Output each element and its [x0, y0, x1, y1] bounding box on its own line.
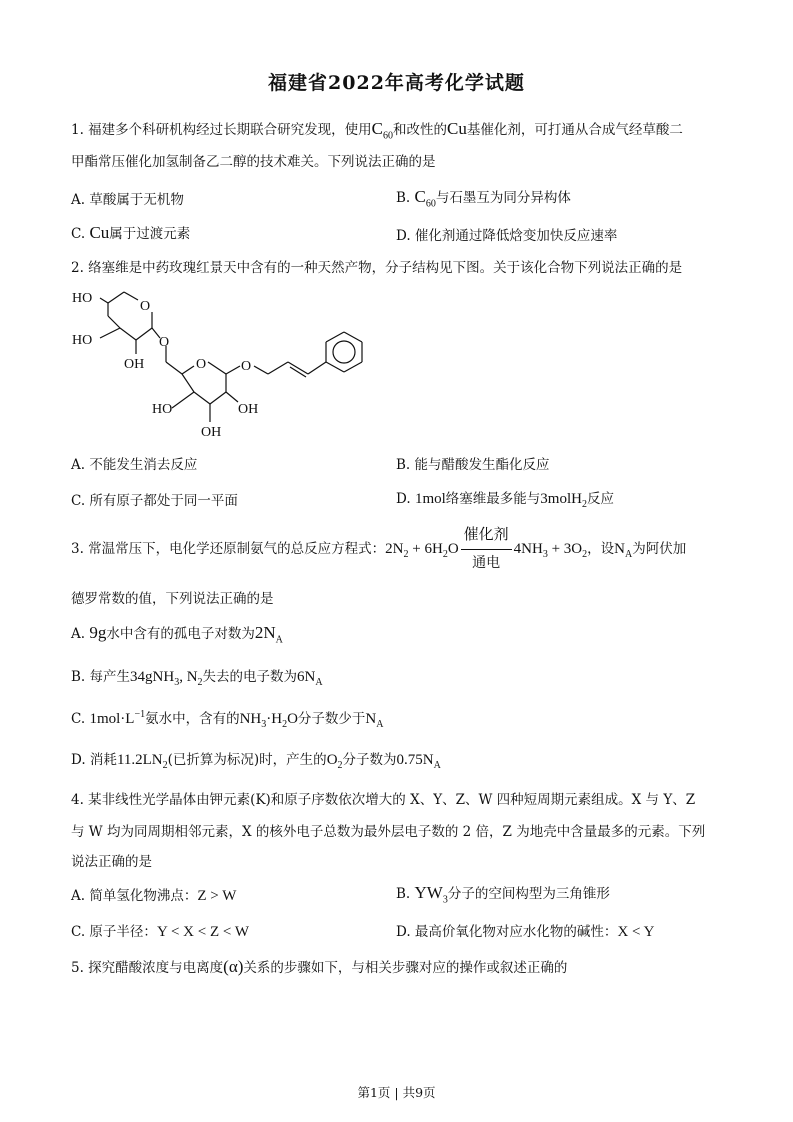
q1-option-c-prefix: C. — [71, 226, 90, 242]
q5-stem-prefix: 5. 探究醋酸浓度与电离度 — [71, 960, 224, 976]
q3-stem-prefix: 3. 常温常压下，电化学还原制氨气的总反应方程式： — [71, 540, 386, 557]
q4-option-b — [396, 882, 610, 905]
q3-option-c-conc: 1mol·L — [89, 711, 135, 727]
label-o-ring-1: O — [140, 299, 151, 314]
q3-option-c-sub1: 3 — [261, 719, 267, 730]
q1-cu: Cu — [447, 119, 467, 138]
q4-option-d-text: D. 最高价氧化物对应水化物的碱性： — [396, 924, 618, 940]
q3-option-a-prefix: A. — [71, 626, 90, 642]
q3-option-d-value: 0.75N — [396, 752, 434, 768]
page-title: 福建省2022年高考化学试题 — [268, 72, 525, 94]
q3-option-b-value: 6N — [297, 669, 316, 685]
q4-stem-line1: 4. 某非线性光学晶体由钾元素(K)和原子序数依次增大的 X、Y、Z、W 四种短周期元素组成。X 与 Y、Z — [71, 792, 696, 808]
q5-stem-suffix: 关系的步骤如下，与相关步骤对应的操作或叙述正确的 — [243, 960, 568, 976]
label-o-link-2: O — [241, 359, 252, 374]
q3-option-b-sub1: 3 — [174, 677, 180, 688]
q2-option-d-text: 络塞维最多能与 — [445, 491, 541, 507]
q3-option-d-volume: 11.2LN — [116, 752, 163, 768]
q3-eq-electrify: 通电 — [472, 556, 501, 571]
q3-eq-n2: 2N — [385, 540, 404, 557]
q3-eq-catalyst: 催化剂 — [461, 522, 512, 550]
q4-option-c-text: C. 原子半径： — [71, 924, 157, 940]
q1-stem-text-a: 1. 福建多个科研机构经过长期联合研究发现，使用 — [71, 122, 372, 138]
q1-option-d: D. 催化剂通过降低焓变加快反应速率 — [396, 228, 618, 244]
q3-option-c-o: O — [287, 711, 298, 727]
q4-option-a-expr: Z > W — [197, 888, 237, 904]
label-oh-1: OH — [124, 357, 145, 372]
q1-option-c-cu: Cu — [89, 223, 110, 242]
q3-option-a-text: 水中含有的孤电子对数为 — [106, 626, 255, 642]
q1-option-b-text: 与石墨互为同分异构体 — [435, 190, 571, 206]
q4-option-b-sub: 3 — [442, 894, 448, 906]
label-ho-3: HO — [152, 402, 173, 417]
q3-option-d-sub2: 2 — [337, 760, 343, 771]
q3-stem-mid: ，设 — [587, 540, 615, 557]
q3-option-b-sub2: 2 — [197, 677, 203, 688]
q1-option-c-text: 属于过渡元素 — [109, 226, 191, 242]
q3-option-a-sub: A — [275, 634, 283, 646]
q3-option-a-value: 2N — [254, 623, 276, 642]
q1-c60-symbol: C — [371, 119, 384, 138]
q4-option-a-text: A. 简单氢化物沸点： — [71, 888, 198, 904]
q3-na: N — [614, 540, 625, 557]
q5-alpha: (α) — [223, 957, 244, 976]
q2-option-d-sub: 2 — [581, 499, 587, 510]
q2-option-d-h2: 3molH — [540, 491, 582, 507]
q3-eq-o2-sub: 2 — [582, 548, 588, 560]
q3-option-d-text2: 分子数为 — [342, 752, 397, 768]
q3-eq-o2: + 3O — [547, 540, 583, 557]
q2-option-d-prefix: D. — [396, 491, 415, 507]
q1-option-b-c60 — [414, 187, 436, 210]
q3-option-c-sup: −1 — [134, 709, 146, 720]
q2-option-b: B. 能与醋酸发生酯化反应 — [396, 457, 550, 473]
q3-eq-o: O — [447, 540, 459, 557]
q4-option-b-text: 分子的空间构型为三角锥形 — [447, 886, 610, 902]
q2-stem: 2. 络塞维是中药玫瑰红景天中含有的一种天然产物，分子结构见下图。关于该化合物下列说法正确的是 — [71, 260, 683, 276]
q3-stem-line2: 德罗常数的值，下列说法正确的是 — [71, 591, 274, 607]
q3-option-c-sub2: 2 — [282, 719, 288, 730]
q3-option-c-sub3: A — [376, 719, 384, 730]
q4-option-b-prefix: B. — [396, 886, 415, 902]
q1-option-b-sub: 60 — [425, 198, 436, 210]
q3-option-c-text: 氨水中，含有的 — [145, 711, 240, 727]
q3-option-b-text: 失去的电子数为 — [202, 669, 298, 685]
q4-option-c — [71, 920, 249, 941]
q4-stem-line2: 与 W 均为同周期相邻元素，X 的核外电子总数为最外层电子数的 2 倍，Z 为地壳中含量最多的元素。下列 — [71, 824, 706, 840]
q4-option-b-formula: YW — [414, 883, 443, 902]
page-footer: 第1页 | 共9页 — [357, 1085, 436, 1100]
q3-option-b-sub3: A — [315, 677, 323, 688]
label-oh-2: OH — [238, 402, 259, 417]
q3-option-d — [71, 748, 441, 771]
q2-option-a: A. 不能发生消去反应 — [71, 457, 198, 473]
q1-stem-text-c: 基催化剂，可打通从合成气经草酸二 — [466, 122, 683, 138]
q3-option-d-o2: O — [326, 752, 338, 768]
q3-option-b — [71, 665, 323, 688]
q3-stem-line1 — [71, 522, 686, 577]
q2-option-d — [396, 487, 614, 510]
q3-option-c-value: N — [365, 711, 377, 727]
q2-option-c: C. 所有原子都处于同一平面 — [71, 493, 238, 509]
q3-option-b-n2: , N — [179, 669, 198, 685]
q3-option-a — [71, 622, 283, 645]
q3-equation — [385, 527, 588, 571]
q1-c60 — [371, 119, 394, 142]
q1-option-b — [396, 186, 571, 209]
q5-stem — [71, 956, 567, 977]
q3-option-b-nh3: 34gNH — [130, 669, 175, 685]
label-ho-1: HO — [72, 291, 93, 306]
q1-stem-text-b: 和改性的 — [393, 122, 448, 138]
q3-option-c-prefix: C. — [71, 711, 90, 727]
q3-option-d-prefix: D. 消耗 — [71, 752, 117, 768]
q3-option-d-sub1: 2 — [162, 760, 168, 771]
q3-option-c-text2: 分子数少于 — [297, 711, 366, 727]
q3-eq-nh3: 4NH — [513, 540, 543, 557]
q3-option-b-prefix: B. 每产生 — [71, 669, 131, 685]
molecular-structure-diagram — [68, 282, 378, 447]
q4-stem-line3: 说法正确的是 — [71, 854, 152, 870]
q3-stem-suffix: 为阿伏加 — [632, 540, 687, 557]
q1-option-b-c: C — [414, 187, 426, 206]
q1-option-b-prefix: B. — [396, 190, 415, 206]
q3-na-sub: A — [624, 548, 633, 560]
q1-option-c — [71, 222, 190, 243]
q4-option-c-expr: Y < X < Z < W — [156, 924, 249, 940]
q4-option-a — [71, 884, 236, 905]
q3-eq-condition — [461, 522, 512, 577]
q3-eq-nh3-sub: 3 — [542, 548, 548, 560]
q1-stem-line1 — [71, 118, 683, 141]
q4-option-d — [396, 920, 655, 941]
label-o-link-1: O — [159, 335, 170, 350]
q3-eq-h: + 6H — [408, 540, 443, 557]
q3-option-c — [71, 707, 384, 730]
q3-option-d-text: (已折算为标况)时，产生的 — [167, 752, 327, 768]
q1-c60-sub: 60 — [383, 130, 394, 142]
q3-option-c-h: ·H — [266, 711, 283, 727]
label-oh-3: OH — [201, 425, 222, 440]
q2-option-d-suffix: 反应 — [586, 491, 614, 507]
q4-option-d-expr: X < Y — [617, 924, 655, 940]
q3-option-a-mass: 9g — [89, 623, 107, 642]
q1-stem-line2: 甲酯常压催化加氢制备乙二醇的技术难关。下列说法正确的是 — [71, 154, 436, 170]
q2-option-d-mol: 1mol — [414, 491, 446, 507]
label-ho-2: HO — [72, 333, 93, 348]
q1-option-a: A. 草酸属于无机物 — [71, 192, 184, 208]
q3-eq-n2-sub: 2 — [403, 548, 409, 560]
q3-eq-h-sub: 2 — [442, 548, 448, 560]
q3-option-c-nh: NH — [239, 711, 262, 727]
q3-option-d-sub3: A — [433, 760, 441, 771]
label-o-ring-2: O — [196, 357, 207, 372]
